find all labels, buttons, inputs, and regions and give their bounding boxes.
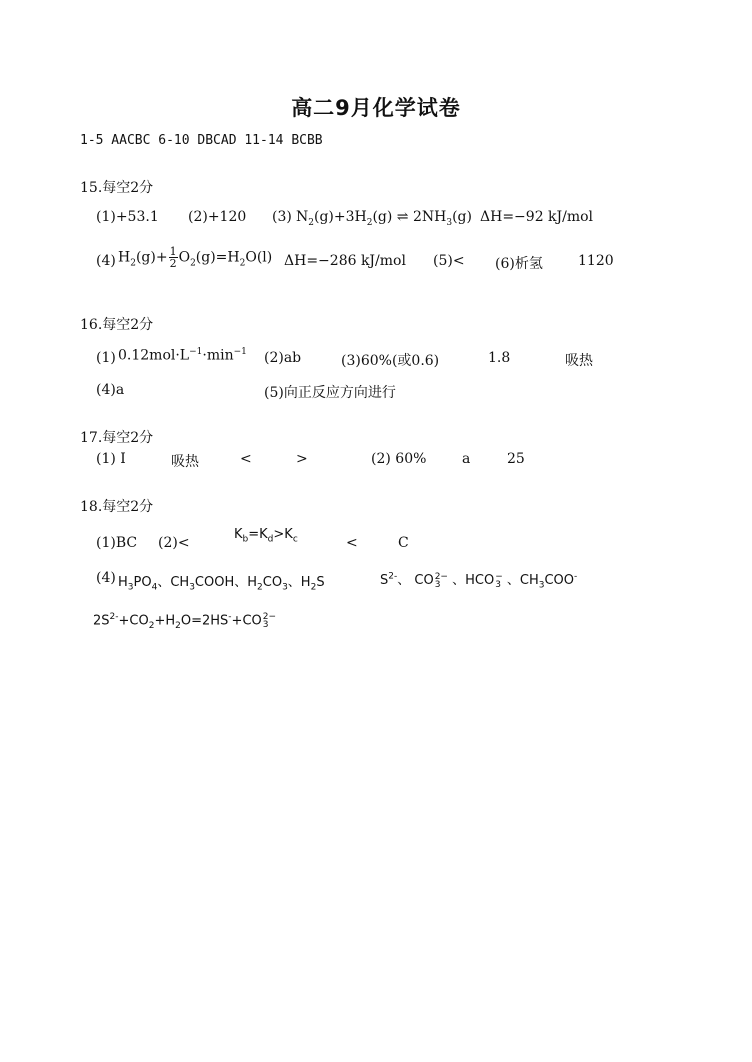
- q15-answer-5: (5)<: [433, 253, 465, 269]
- q15-answer-3-label: (3): [272, 209, 292, 225]
- q17-greater-than: >: [296, 451, 308, 467]
- q18-ionic-equation: $2S^{2-}+CO_2+H_2O=2HS^-+CO$ 2− 3: [93, 611, 277, 631]
- q16-answer-1-label: (1): [96, 350, 116, 366]
- q16-answer-3: (3)60%(或0.6): [341, 353, 440, 369]
- q15-answer-6: (6)析氢: [495, 256, 543, 272]
- page-title: 高二9月化学试卷: [291, 96, 461, 120]
- q17-answer-2: (2) 60%: [371, 451, 427, 467]
- q17-heading: 17.每空2分: [80, 430, 154, 446]
- q15-answer-6-value: 1120: [578, 253, 614, 269]
- q16-answer-3-heat: 吸热: [565, 353, 593, 369]
- q15-enthalpy-3: ΔH=−92 kJ/mol: [480, 209, 594, 225]
- q16-answer-2: (2)ab: [264, 350, 302, 366]
- q17-answer-1: (1) I: [96, 451, 126, 467]
- q18-option-c: C: [398, 535, 409, 551]
- fraction-one-half: $\frac{1}{2}$: [169, 245, 177, 270]
- q18-acid-order: $H_3PO_4$、$CH_3COOH$、$H_2CO_3$、$H_2S$: [118, 575, 325, 593]
- q16-answer-4: (4)a: [96, 382, 125, 398]
- q18-heading: 18.每空2分: [80, 499, 154, 515]
- q18-anion-order: $S^{2-}$、 CO 2− 3 、HCO − 3 、$CH_3COO^-$: [380, 571, 578, 591]
- q18-less-than: <: [346, 535, 358, 551]
- q15-heading: 15.每空2分: [80, 180, 154, 196]
- q16-answer-3-value: 1.8: [488, 350, 511, 366]
- q17-value: 25: [507, 451, 525, 467]
- q15-answer-1: (1)+53.1: [96, 209, 159, 225]
- q16-heading: 16.每空2分: [80, 317, 154, 333]
- q15-equation-4: $H_2(g)+$ $\frac{1}{2}$ $O_2(g)=H_2O(l)$: [118, 245, 273, 270]
- choice-answers: 1-5 AACBC 6-10 DBCAD 11-14 BCBB: [80, 133, 323, 148]
- q18-answer-2: (2)<: [158, 535, 190, 551]
- q16-answer-5: (5)向正反应方向进行: [264, 385, 396, 401]
- q15-answer-2: (2)+120: [188, 209, 247, 225]
- q15-enthalpy-4: ΔH=−286 kJ/mol: [284, 253, 406, 269]
- q15-answer-4-label: (4): [96, 253, 116, 269]
- q15-equation-3: $N_2(g)+3H_2(g)$ ⇌ $2NH_3(g)$: [296, 209, 472, 228]
- q17-heat: 吸热: [171, 454, 199, 470]
- q16-rate: $0.12mol\cdot L^{-1}\cdot\min^{-1}$: [118, 347, 247, 364]
- q18-k-relation: $K_b=K_d>K_c$: [234, 527, 298, 545]
- q17-less-than: <: [240, 451, 252, 467]
- q18-answer-1: (1)BC: [96, 535, 138, 551]
- q18-answer-4-label: (4): [96, 570, 116, 586]
- q17-option: a: [462, 451, 471, 467]
